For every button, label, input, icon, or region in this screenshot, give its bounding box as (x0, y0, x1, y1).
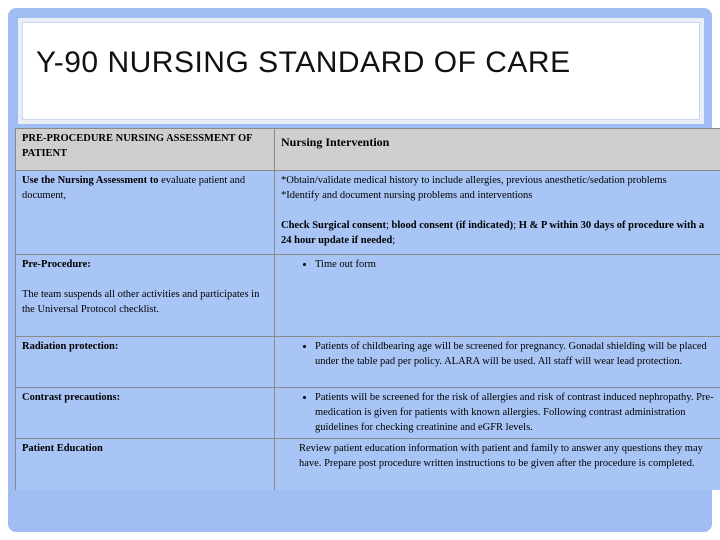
spacer (281, 203, 714, 218)
hp-update-text: H & P within 30 days of procedure with a 24 hour update if needed (281, 220, 705, 246)
table-row (16, 171, 720, 255)
header-assessment: PRE-PROCEDURE NURSING ASSESSMENT OF PATIENT (16, 129, 275, 171)
row-label-sub: The team suspends all other activities and participates in the Universal Protocol checklist. (22, 289, 260, 315)
row-intervention (275, 337, 720, 388)
intervention-line: *Identify and document nursing problems and interventions (281, 190, 533, 201)
separator: ; (392, 235, 396, 246)
bullet-item: • Patients of childbearing age will be screened for pregnancy. Gonadal shielding will be placed under the table pad per policy. ALARA will be used. All staff will wear lead protection. (315, 339, 714, 369)
slide-title: Y-90 NURSING STANDARD OF CARE (36, 46, 571, 79)
bullet-list (281, 390, 714, 435)
table-row (16, 439, 720, 491)
table-row (16, 255, 720, 337)
row-intervention: Review patient education information with patient and family to answer any questions they may have. Prepare post procedure written instructions to be given after the procedure is completed. (275, 439, 720, 491)
consent-checks (281, 218, 714, 248)
header-intervention: Nursing Intervention (275, 129, 720, 171)
separator: ; (513, 220, 519, 231)
row-label-bold: Contrast precautions: (22, 392, 121, 403)
row-intervention (275, 388, 720, 439)
surgical-consent-text: Check Surgical consent (281, 220, 386, 231)
row-label-bold: Radiation protection: (22, 341, 119, 352)
bullet-list (281, 257, 714, 272)
table-row (16, 388, 720, 439)
row-label-bold: Pre-Procedure: (22, 259, 91, 270)
row-intervention (275, 171, 720, 255)
care-table (15, 128, 720, 490)
row-label (16, 171, 275, 255)
row-label-bold: Use the Nursing Assessment to (22, 175, 159, 186)
spacer (22, 272, 268, 287)
blood-consent-text: blood consent (if indicated) (391, 220, 514, 231)
row-label (16, 439, 275, 491)
intervention-line: *Obtain/validate medical history to include allergies, previous anesthetic/sedation problems (281, 175, 667, 186)
separator: ; (386, 220, 392, 231)
row-label (16, 255, 275, 337)
bullet-item: • Patients will be screened for the risk of allergies and risk of contrast induced nephropathy. Pre-medication is given for patients with known allergies. Following contrast administration guidelines for checking creatinine and eGFR levels. (315, 390, 714, 435)
row-label-bold: Patient Education (22, 443, 103, 454)
table-header-row (16, 129, 720, 171)
care-table-container (15, 128, 720, 490)
table-row (16, 337, 720, 388)
row-label (16, 388, 275, 439)
row-label (16, 337, 275, 388)
row-intervention (275, 255, 720, 337)
bullet-list (281, 339, 714, 369)
bullet-item: • Time out form (315, 257, 714, 272)
row-label-rest: evaluate patient and document, (22, 175, 246, 201)
